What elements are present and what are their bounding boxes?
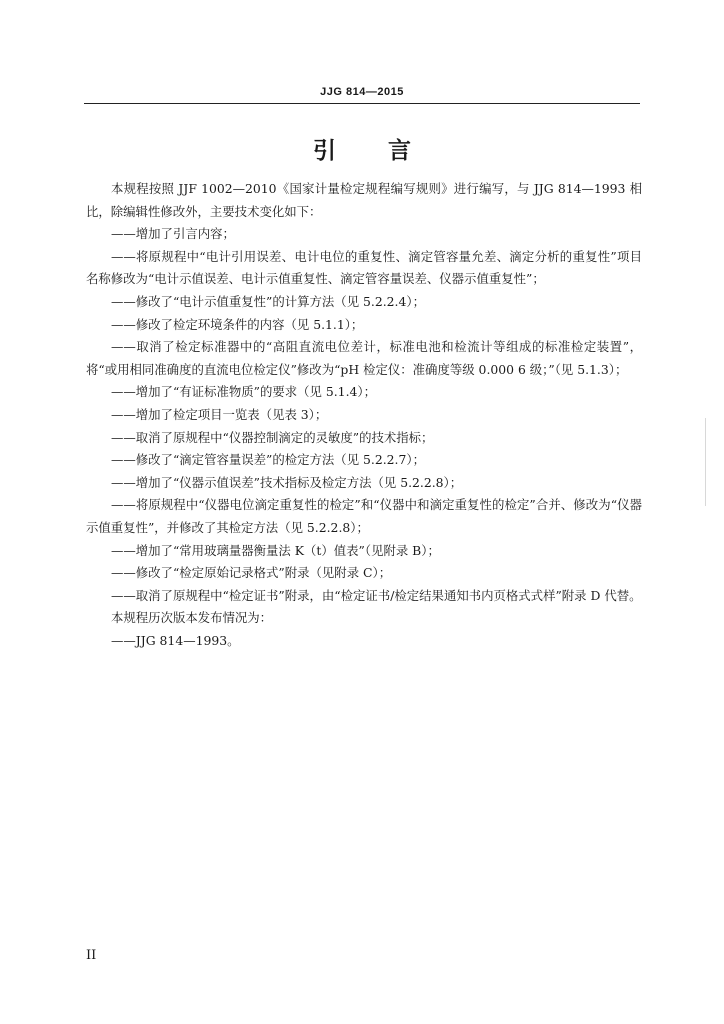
change-item: ——修改了“滴定管容量误差”的检定方法（见 5.2.2.7）；	[111, 452, 425, 468]
change-item: ——增加了引言内容；	[111, 226, 235, 242]
change-item: ——取消了原规程中“仪器控制滴定的灵敏度”的技术指标；	[111, 429, 434, 445]
change-item: ——修改了“电计示值重复性”的计算方法（见 5.2.2.4）；	[111, 293, 425, 309]
scan-artifact-line	[705, 418, 706, 506]
intro-paragraph: 本规程按照 JJF 1002—2010《国家计量检定规程编写规则》进行编写，与 JJG 814—1993 相比，除编辑性修改外，主要技术变化如下：	[86, 181, 642, 219]
change-item: ——增加了“常用玻璃量器衡量法 K（t）值表”（见附录 B）；	[111, 542, 440, 558]
page-title: 引言	[313, 138, 463, 164]
version-history-heading: 本规程历次版本发布情况为：	[111, 610, 273, 626]
document-code-header: JJG 814—2015	[320, 86, 404, 98]
change-item: ——取消了原规程中“检定证书”附录，由“检定证书/检定结果通知书内页格式式样”附录 D 代替。	[111, 587, 642, 603]
change-item: ——增加了“仪器示值误差”技术指标及检定方法（见 5.2.2.8）；	[111, 474, 463, 490]
header-divider	[84, 103, 640, 104]
page-number: II	[86, 948, 97, 963]
change-item: ——增加了检定项目一览表（见表 3）；	[111, 406, 328, 422]
change-item: ——取消了检定标准器中的“高阻直流电位差计，标准电池和检流计等组成的标准检定装置”，将“或用相同准确度的直流电位检定仪”修改为“pH 检定仪：准确度等级 0.000 6 级；”（见 5.1.3）；	[86, 339, 642, 377]
change-item: ——修改了“检定原始记录格式”附录（见附录 C）；	[111, 565, 392, 581]
version-history-item: ——JJG 814—1993。	[111, 632, 240, 648]
introduction-body	[86, 178, 642, 652]
change-item: ——将原规程中“电计引用误差、电计电位的重复性、滴定管容量允差、滴定分析的重复性”项目名称修改为“电计示值误差、电计示值重复性、滴定管容量误差、仪器示值重复性”；	[86, 248, 642, 287]
change-item: ——修改了检定环境条件的内容（见 5.1.1）；	[111, 316, 364, 332]
change-item: ——增加了“有证标准物质”的要求（见 5.1.4）；	[111, 384, 376, 400]
change-item: ——将原规程中“仪器电位滴定重复性的检定”和“仪器中和滴定重复性的检定”合并、修改为“仪器示值重复性”，并修改了其检定方法（见 5.2.2.8）；	[86, 497, 642, 535]
